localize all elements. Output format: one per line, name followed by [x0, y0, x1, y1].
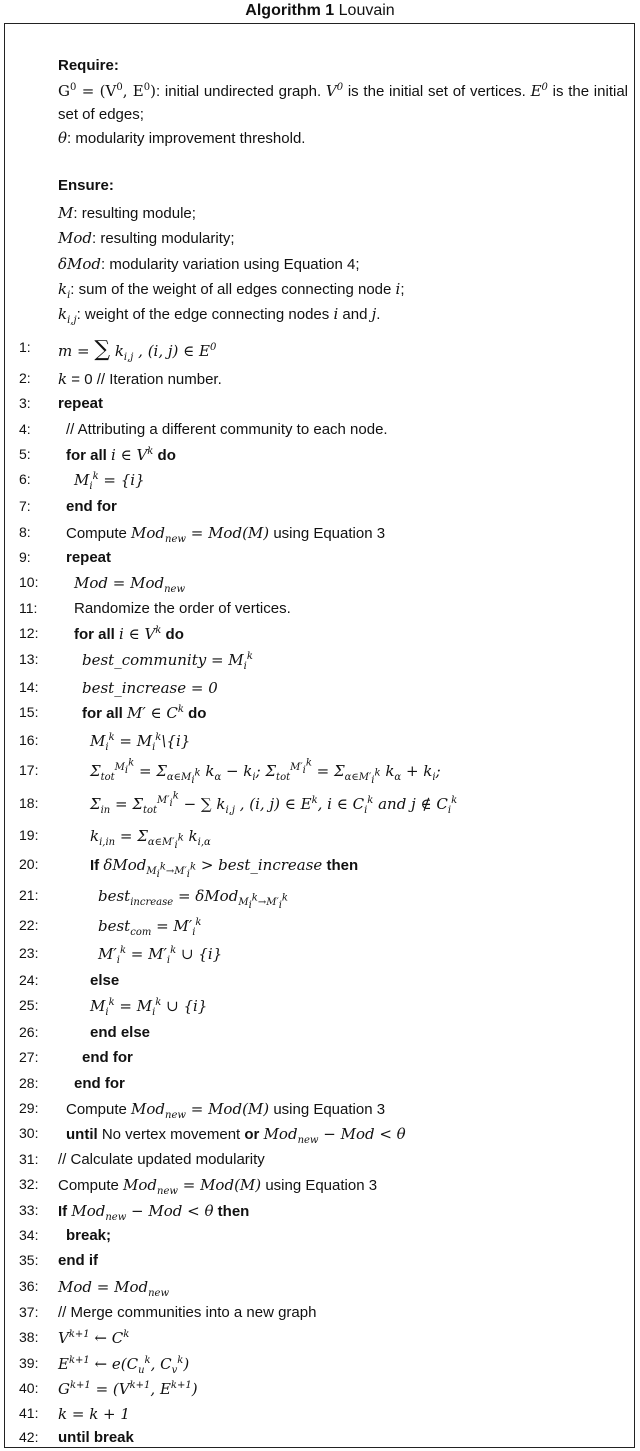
algo-line-24: 24: else: [19, 972, 120, 989]
algo-line-36: 36: Mod = Mod$_{new}$: [19, 1278, 170, 1299]
algo-line-6: 6: $M_i^k = \{i\}$: [19, 471, 145, 492]
algo-line-26: 26: end else: [19, 1024, 151, 1041]
algo-line-40: 40: $G^{k+1} = (V^{k+1}$, $E^{k+1}$): [19, 1380, 198, 1398]
algorithm-name: Louvain: [338, 2, 395, 19]
algorithm-label: Algorithm 1: [245, 2, 335, 19]
algo-line-11: 11: Randomize the order of vertices.: [19, 600, 291, 617]
algo-line-27: 27: end for: [19, 1049, 133, 1066]
algo-line-34: 34: break;: [19, 1227, 112, 1244]
algo-line-25: 25: $M_i^k = M_i^k$ ∪ {i}: [19, 997, 208, 1018]
algo-line-28: 28: end for: [19, 1075, 125, 1092]
algo-line-3: 3: repeat: [19, 395, 104, 412]
algo-line-41: 41: k = k + 1: [19, 1405, 130, 1423]
algo-line-2: 2: k = 0 // Iteration number.: [19, 370, 222, 388]
algo-line-18: 18: $\Sigma_{in} = \Sigma_{tot}^{M'_i^k}$ − ∑ $k_{i,j}$ , (i, j) ∈ $E^k$, i ∈ $C_i^k$ and j ∉ $C_i^k$: [19, 790, 458, 816]
algo-line-42: 42: until break: [19, 1429, 134, 1446]
ensure-m: M: resulting module;: [58, 204, 196, 222]
require-graph-desc: $G^0 = (V^0$, $E^0$): initial undirected graph. $V^0$ is the initial set of vertices. $E^0$ is the initial set of edges;: [58, 82, 628, 123]
ensure-mod: Mod: resulting modularity;: [58, 229, 235, 247]
algo-line-29: 29: Compute Mod$_{new}$ = Mod(M) using Equation 3: [19, 1100, 386, 1121]
algo-line-15: 15: for all M′ ∈ $C^k$ do: [19, 704, 207, 722]
algo-line-19: 19: $k_{i,in} = \Sigma_{\alpha\in M'_i^k}$ $k_{i,\alpha}$: [19, 827, 211, 851]
algo-line-31: 31: // Calculate updated modularity: [19, 1151, 265, 1168]
ensure-dmod: δMod: modularity variation using Equation 4;: [58, 255, 360, 273]
algo-line-4: 4: // Attributing a different community to each node.: [19, 421, 388, 438]
algo-line-38: 38: $V^{k+1}$ ← $C^k$: [19, 1329, 130, 1347]
algo-line-10: 10: Mod = Mod$_{new}$: [19, 574, 186, 595]
require-heading: Require:: [58, 57, 119, 74]
algorithm-title: [0, 0, 640, 22]
algo-line-13: 13: best_community = $M_i^k$: [19, 651, 253, 672]
algo-line-9: 9: repeat: [19, 549, 112, 566]
require-theta: θ: modularity improvement threshold.: [58, 129, 306, 147]
line-code: m = ∑ $k_{i,j}$ , (i, j) ∈ $E^0$: [58, 337, 217, 363]
algo-line-7: 7: end for: [19, 498, 117, 515]
algo-line-23: 23: $M'_i^k = M'_i^k$ ∪ {i}: [19, 945, 223, 966]
line-number: 1:: [19, 339, 31, 355]
ensure-ki: $k_i$: sum of the weight of all edges connecting node i;: [58, 280, 405, 301]
algo-line-16: 16: $M_i^k$ = $M_i^k\backslash\{i\}$: [19, 732, 191, 753]
algo-line-32: 32: Compute Mod$_{new}$ = Mod(M) using Equation 3: [19, 1176, 378, 1197]
algo-line-39: 39: $E^{k+1}$ ← $e(C_u^k$, $C_v^k$): [19, 1355, 190, 1376]
algo-line-35: 35: end if: [19, 1252, 98, 1269]
ensure-heading: Ensure:: [58, 177, 114, 194]
algo-line-37: 37: // Merge communities into a new graph: [19, 1304, 317, 1321]
algo-line-33: 33: If Mod$_{new}$ − Mod < θ then: [19, 1202, 250, 1223]
algo-line-17: 17: $\Sigma_{tot}^{M_i^k} = \Sigma_{\alpha\in M_i^k}$ $k_\alpha - k_i$; $\Sigma_{tot}^{M'_i^k} = \Sigma_{\alpha\in M'_i^k}$ $k_\alpha + k_i$;: [19, 757, 441, 786]
algo-line-12: 12: for all i ∈ $V^k$ do: [19, 625, 184, 643]
algo-line-1: [5, 336, 636, 363]
algorithm-box: [4, 23, 635, 1448]
ensure-kij: $k_{i,j}$: weight of the edge connecting nodes i and j.: [58, 305, 381, 326]
algo-line-30: 30: until No vertex movement or Mod$_{new}$ − Mod < θ: [19, 1125, 406, 1146]
algo-line-14: 14: best_increase = 0: [19, 679, 218, 697]
algo-line-22: 22: best$_{com}$ = $M'_i^k$: [19, 917, 202, 938]
algo-line-20: 20: If δMod$_{M_i^k\to M'_i^k}$ > best_increase then: [19, 856, 359, 880]
algo-line-21: 21: best$_{increase}$ = δMod$_{M_i^k\to M'_i^k}$: [19, 887, 288, 911]
algo-line-5: 5: for all i ∈ $V^k$ do: [19, 446, 176, 464]
algo-line-8: 8: Compute Mod$_{new}$ = Mod(M) using Equation 3: [19, 524, 386, 545]
